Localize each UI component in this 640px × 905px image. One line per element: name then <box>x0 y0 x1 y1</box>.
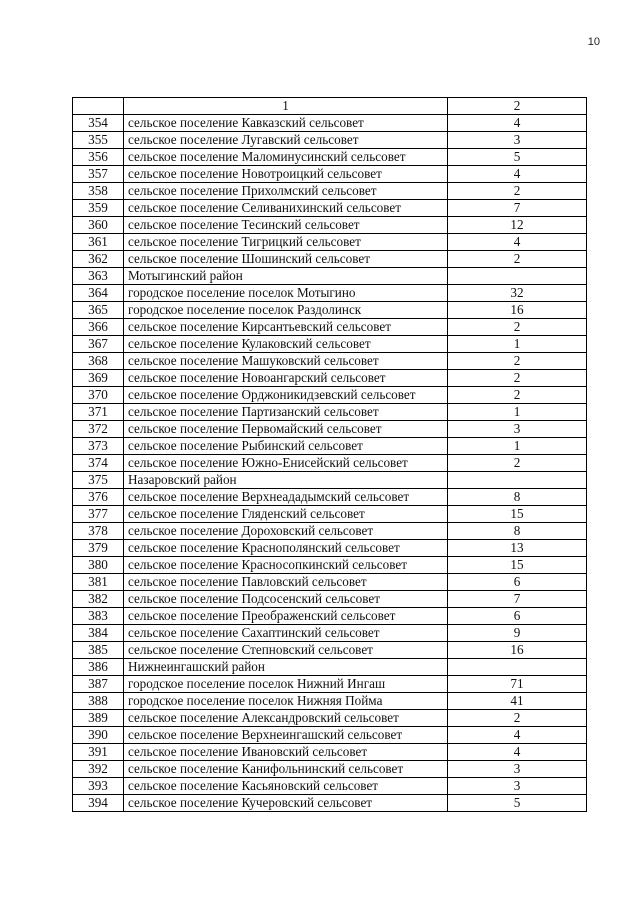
table-row <box>73 659 587 676</box>
row-number-cell: 375 <box>73 472 124 489</box>
row-value-cell: 3 <box>448 132 587 149</box>
row-number-cell: 357 <box>73 166 124 183</box>
row-name-cell: сельское поселение Кулаковский сельсовет <box>124 336 448 353</box>
row-name-cell: сельское поселение Рыбинский сельсовет <box>124 438 448 455</box>
row-number-cell: 385 <box>73 642 124 659</box>
header-cell-val: 2 <box>448 98 587 115</box>
row-number-cell: 394 <box>73 795 124 812</box>
row-name-cell: сельское поселение Тесинский сельсовет <box>124 217 448 234</box>
row-name-cell: сельское поселение Новоангарский сельсовет <box>124 370 448 387</box>
row-number-cell: 362 <box>73 251 124 268</box>
table-row <box>73 778 587 795</box>
row-value-cell: 12 <box>448 217 587 234</box>
table-row <box>73 608 587 625</box>
row-number-cell: 363 <box>73 268 124 285</box>
table-row <box>73 234 587 251</box>
row-name-cell: сельское поселение Краснополянский сельсовет <box>124 540 448 557</box>
row-number-cell: 393 <box>73 778 124 795</box>
table-row <box>73 489 587 506</box>
row-number-cell: 378 <box>73 523 124 540</box>
table-row <box>73 523 587 540</box>
row-number-cell: 373 <box>73 438 124 455</box>
table-row <box>73 149 587 166</box>
row-name-cell: сельское поселение Новотроицкий сельсовет <box>124 166 448 183</box>
row-number-cell: 380 <box>73 557 124 574</box>
row-name-cell: Назаровский район <box>124 472 448 489</box>
row-name-cell: городское поселение поселок Нижняя Пойма <box>124 693 448 710</box>
row-number-cell: 390 <box>73 727 124 744</box>
row-value-cell: 5 <box>448 149 587 166</box>
row-value-cell: 4 <box>448 234 587 251</box>
row-value-cell: 2 <box>448 353 587 370</box>
row-name-cell: сельское поселение Сахаптинский сельсовет <box>124 625 448 642</box>
row-number-cell: 355 <box>73 132 124 149</box>
table-row <box>73 319 587 336</box>
row-name-cell: сельское поселение Гляденский сельсовет <box>124 506 448 523</box>
table-row <box>73 217 587 234</box>
table-row <box>73 625 587 642</box>
row-number-cell: 368 <box>73 353 124 370</box>
table-row <box>73 132 587 149</box>
row-name-cell: городское поселение поселок Мотыгино <box>124 285 448 302</box>
row-value-cell: 8 <box>448 489 587 506</box>
row-number-cell: 374 <box>73 455 124 472</box>
row-number-cell: 376 <box>73 489 124 506</box>
row-name-cell: сельское поселение Дороховский сельсовет <box>124 523 448 540</box>
row-value-cell: 15 <box>448 557 587 574</box>
row-number-cell: 370 <box>73 387 124 404</box>
table-row <box>73 540 587 557</box>
row-value-cell: 2 <box>448 183 587 200</box>
row-name-cell: сельское поселение Павловский сельсовет <box>124 574 448 591</box>
page-number: 10 <box>587 36 600 48</box>
table-row <box>73 268 587 285</box>
row-name-cell: городское поселение поселок Раздолинск <box>124 302 448 319</box>
row-value-cell: 6 <box>448 608 587 625</box>
row-name-cell: сельское поселение Подсосенский сельсовет <box>124 591 448 608</box>
table-row <box>73 727 587 744</box>
row-value-cell: 3 <box>448 778 587 795</box>
table-row <box>73 693 587 710</box>
row-value-cell: 6 <box>448 574 587 591</box>
table-body <box>73 98 587 812</box>
row-number-cell: 371 <box>73 404 124 421</box>
table-row <box>73 183 587 200</box>
row-value-cell: 3 <box>448 421 587 438</box>
row-name-cell: сельское поселение Касьяновский сельсовет <box>124 778 448 795</box>
table-row <box>73 642 587 659</box>
row-value-cell: 3 <box>448 761 587 778</box>
row-name-cell: Мотыгинский район <box>124 268 448 285</box>
table-row <box>73 761 587 778</box>
row-number-cell: 388 <box>73 693 124 710</box>
table-row <box>73 506 587 523</box>
row-name-cell: сельское поселение Кирсантьевский сельсовет <box>124 319 448 336</box>
row-value-cell: 16 <box>448 642 587 659</box>
row-number-cell: 377 <box>73 506 124 523</box>
row-value-cell <box>448 268 587 285</box>
row-value-cell: 9 <box>448 625 587 642</box>
row-value-cell: 71 <box>448 676 587 693</box>
table-header-row <box>73 98 587 115</box>
row-number-cell: 387 <box>73 676 124 693</box>
table-row <box>73 200 587 217</box>
row-value-cell: 13 <box>448 540 587 557</box>
table-row <box>73 676 587 693</box>
row-value-cell: 4 <box>448 115 587 132</box>
row-number-cell: 382 <box>73 591 124 608</box>
row-name-cell: Нижнеингашский район <box>124 659 448 676</box>
row-name-cell: сельское поселение Кавказский сельсовет <box>124 115 448 132</box>
row-value-cell: 1 <box>448 438 587 455</box>
row-name-cell: сельское поселение Степновский сельсовет <box>124 642 448 659</box>
table-row <box>73 421 587 438</box>
row-number-cell: 354 <box>73 115 124 132</box>
table-row <box>73 251 587 268</box>
row-name-cell: сельское поселение Александровский сельсовет <box>124 710 448 727</box>
row-value-cell: 4 <box>448 166 587 183</box>
row-name-cell: сельское поселение Маломинусинский сельсовет <box>124 149 448 166</box>
header-cell-name: 1 <box>124 98 448 115</box>
table-row <box>73 591 587 608</box>
table-row <box>73 455 587 472</box>
row-number-cell: 386 <box>73 659 124 676</box>
row-value-cell: 32 <box>448 285 587 302</box>
row-name-cell: сельское поселение Лугавский сельсовет <box>124 132 448 149</box>
row-number-cell: 381 <box>73 574 124 591</box>
table-row <box>73 438 587 455</box>
row-number-cell: 364 <box>73 285 124 302</box>
table-row <box>73 404 587 421</box>
row-value-cell: 2 <box>448 251 587 268</box>
settlements-table <box>72 97 587 812</box>
row-value-cell: 41 <box>448 693 587 710</box>
table-row <box>73 353 587 370</box>
row-name-cell: сельское поселение Преображенский сельсовет <box>124 608 448 625</box>
table-row <box>73 285 587 302</box>
row-name-cell: сельское поселение Селиванихинский сельсовет <box>124 200 448 217</box>
row-name-cell: сельское поселение Красносопкинский сельсовет <box>124 557 448 574</box>
row-value-cell: 2 <box>448 387 587 404</box>
table-row <box>73 387 587 404</box>
row-number-cell: 366 <box>73 319 124 336</box>
header-cell-num <box>73 98 124 115</box>
row-value-cell: 5 <box>448 795 587 812</box>
table-row <box>73 795 587 812</box>
row-value-cell: 2 <box>448 370 587 387</box>
table-row <box>73 557 587 574</box>
row-value-cell: 16 <box>448 302 587 319</box>
row-value-cell <box>448 659 587 676</box>
row-name-cell: сельское поселение Канифольнинский сельсовет <box>124 761 448 778</box>
row-number-cell: 369 <box>73 370 124 387</box>
row-value-cell: 1 <box>448 336 587 353</box>
table-row <box>73 115 587 132</box>
row-name-cell: сельское поселение Прихолмский сельсовет <box>124 183 448 200</box>
table-row <box>73 302 587 319</box>
row-name-cell: сельское поселение Партизанский сельсовет <box>124 404 448 421</box>
row-value-cell <box>448 472 587 489</box>
row-name-cell: сельское поселение Южно-Енисейский сельсовет <box>124 455 448 472</box>
table-row <box>73 472 587 489</box>
row-number-cell: 356 <box>73 149 124 166</box>
table-row <box>73 710 587 727</box>
row-name-cell: сельское поселение Машуковский сельсовет <box>124 353 448 370</box>
row-value-cell: 2 <box>448 710 587 727</box>
row-name-cell: сельское поселение Тигрицкий сельсовет <box>124 234 448 251</box>
row-name-cell: сельское поселение Кучеровский сельсовет <box>124 795 448 812</box>
row-name-cell: сельское поселение Ивановский сельсовет <box>124 744 448 761</box>
row-number-cell: 365 <box>73 302 124 319</box>
row-number-cell: 392 <box>73 761 124 778</box>
row-name-cell: сельское поселение Первомайский сельсовет <box>124 421 448 438</box>
row-number-cell: 360 <box>73 217 124 234</box>
row-name-cell: сельское поселение Верхнеададымский сельсовет <box>124 489 448 506</box>
row-number-cell: 367 <box>73 336 124 353</box>
row-number-cell: 372 <box>73 421 124 438</box>
table-row <box>73 166 587 183</box>
row-value-cell: 2 <box>448 319 587 336</box>
row-name-cell: сельское поселение Шошинский сельсовет <box>124 251 448 268</box>
row-number-cell: 383 <box>73 608 124 625</box>
row-value-cell: 4 <box>448 744 587 761</box>
table-row <box>73 744 587 761</box>
row-name-cell: городское поселение поселок Нижний Ингаш <box>124 676 448 693</box>
row-number-cell: 384 <box>73 625 124 642</box>
row-value-cell: 4 <box>448 727 587 744</box>
row-value-cell: 15 <box>448 506 587 523</box>
row-value-cell: 8 <box>448 523 587 540</box>
table-row <box>73 336 587 353</box>
row-number-cell: 361 <box>73 234 124 251</box>
row-name-cell: сельское поселение Верхнеингашский сельсовет <box>124 727 448 744</box>
row-number-cell: 358 <box>73 183 124 200</box>
row-value-cell: 7 <box>448 200 587 217</box>
row-name-cell: сельское поселение Орджоникидзевский сельсовет <box>124 387 448 404</box>
table-row <box>73 574 587 591</box>
row-number-cell: 359 <box>73 200 124 217</box>
row-number-cell: 391 <box>73 744 124 761</box>
row-number-cell: 389 <box>73 710 124 727</box>
row-value-cell: 1 <box>448 404 587 421</box>
row-value-cell: 2 <box>448 455 587 472</box>
table-row <box>73 370 587 387</box>
row-number-cell: 379 <box>73 540 124 557</box>
row-value-cell: 7 <box>448 591 587 608</box>
